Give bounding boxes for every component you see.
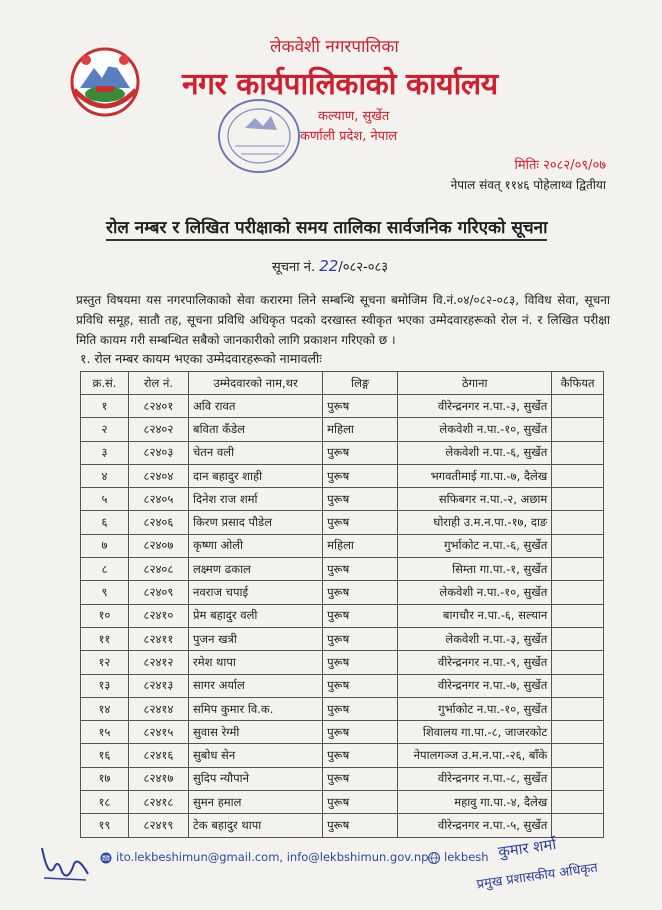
cell-gender: महिला: [323, 418, 398, 441]
cell-name: सुवास रेग्मी: [189, 721, 323, 744]
cell-address: वीरेन्द्रनगर न.पा.-७, सुर्खेत: [398, 674, 552, 697]
table-row: [81, 534, 604, 557]
globe-icon: [428, 852, 440, 864]
candidate-table: [80, 371, 604, 838]
cell-address: वीरेन्द्रनगर न.पा.-९, सुर्खेत: [398, 651, 552, 674]
table-row: [81, 721, 604, 744]
cell-gender: महिला: [323, 534, 398, 557]
cell-name: दिनेश राज शर्मा: [189, 488, 323, 511]
cell-gender: पुरूष: [323, 814, 398, 837]
table-row: [81, 488, 604, 511]
cell-gender: पुरूष: [323, 744, 398, 767]
cell-name: लक्ष्मण ढकाल: [189, 558, 323, 581]
cell-serial: ८: [81, 558, 129, 581]
cell-roll-no: ८२४१८: [128, 791, 188, 814]
cell-address: सिम्ता गा.पा.-१, सुर्खेत: [398, 558, 552, 581]
cell-name: किरण प्रसाद पौडेल: [189, 511, 323, 534]
cell-serial: १६: [81, 744, 129, 767]
cell-address: लेकवेशी न.पा.-१०, सुर्खेत: [398, 581, 552, 604]
cell-name: सागर अर्याल: [189, 674, 323, 697]
cell-remarks: [552, 464, 604, 487]
nepal-samvat-date: नेपाल संवत् ११४६ पोहेलाथ्व द्वितीया: [450, 178, 606, 192]
office-location: कल्याण, सुर्खेत: [318, 109, 390, 124]
cell-gender: पुरूष: [323, 767, 398, 790]
mail-icon: [100, 852, 112, 864]
table-row: [81, 604, 604, 627]
table-row: [81, 674, 604, 697]
cell-address: घोराही उ.म.न.पा.-१७, दाङ: [398, 511, 552, 534]
cell-serial: २: [81, 418, 129, 441]
cell-serial: ५: [81, 488, 129, 511]
cell-serial: १२: [81, 651, 129, 674]
cell-serial: ९: [81, 581, 129, 604]
col-name: उम्मेदवारको नाम,थर: [189, 372, 323, 395]
cell-remarks: [552, 674, 604, 697]
table-row: [81, 395, 604, 418]
cell-remarks: [552, 604, 604, 627]
col-gender: लिङ्ग: [323, 372, 398, 395]
cell-name: रमेश थापा: [189, 651, 323, 674]
cell-address: गुर्भाकोट न.पा.-६, सुर्खेत: [398, 534, 552, 557]
cell-address: लेकवेशी न.पा.-६, सुर्खेत: [398, 441, 552, 464]
cell-gender: पुरूष: [323, 511, 398, 534]
table-row: [81, 511, 604, 534]
cell-serial: १९: [81, 814, 129, 837]
office-province: कर्णाली प्रदेश, नेपाल: [300, 129, 398, 144]
cell-roll-no: ८२४१०: [128, 604, 188, 627]
cell-address: वीरेन्द्रनगर न.पा.-३, सुर्खेत: [398, 395, 552, 418]
cell-serial: १४: [81, 697, 129, 720]
cell-gender: पुरूष: [323, 488, 398, 511]
notice-number-suffix: /०८२-०८३: [338, 260, 388, 275]
cell-address: शिवालय गा.पा.-८, जाजरकोट: [398, 721, 552, 744]
issue-date-value: २०८२/०९/०७: [543, 158, 606, 173]
cell-remarks: [552, 488, 604, 511]
cell-name: पुजन खत्री: [189, 627, 323, 650]
cell-gender: पुरूष: [323, 395, 398, 418]
cell-name: टेक बहादुर थापा: [189, 814, 323, 837]
cell-remarks: [552, 791, 604, 814]
cell-roll-no: ८२४०६: [128, 511, 188, 534]
cell-serial: ४: [81, 464, 129, 487]
col-roll-no: रोल नं.: [128, 372, 188, 395]
notice-body: प्रस्तुत विषयमा यस नगरपालिकाको सेवा करारमा लिने सम्बन्धि सूचना बमोजिम वि.नं.०४/०८२-०८३, विविध सेवा, सूचना प्रविधि समूह, सातौ तह, सूचना प्रविधि अधिकृत पदको दरखास्त स्वीकृत भएका उम्मेदवारहरूको रोल नं. र लिखित परीक्षा मिति कायम गरी सम्बन्धित सबैको जानकारीको लागि प्रकाशन गरिएको छ ।: [76, 293, 610, 347]
cell-roll-no: ८२४०७: [128, 534, 188, 557]
cell-gender: पुरूष: [323, 441, 398, 464]
cell-remarks: [552, 558, 604, 581]
table-row: [81, 464, 604, 487]
cell-remarks: [552, 767, 604, 790]
cell-remarks: [552, 744, 604, 767]
cell-remarks: [552, 534, 604, 557]
table-row: [81, 627, 604, 650]
table-body: [81, 395, 604, 838]
cell-remarks: [552, 581, 604, 604]
cell-serial: १७: [81, 767, 129, 790]
cell-remarks: [552, 511, 604, 534]
cell-roll-no: ८२४०५: [128, 488, 188, 511]
cell-name: दान बहादुर शाही: [189, 464, 323, 487]
notice-number-label: सूचना नं.: [272, 260, 316, 275]
cell-address: गुर्भाकोट न.पा.-१०, सुर्खेत: [398, 697, 552, 720]
table-row: [81, 697, 604, 720]
cell-gender: पुरूष: [323, 464, 398, 487]
cell-name: नवराज चपाई: [189, 581, 323, 604]
table-row: [81, 558, 604, 581]
cell-gender: पुरूष: [323, 697, 398, 720]
col-remarks: कैफियत: [552, 372, 604, 395]
cell-gender: पुरूष: [323, 604, 398, 627]
cell-address: बागचौर न.पा.-६, सल्यान: [398, 604, 552, 627]
cell-roll-no: ८२४०३: [128, 441, 188, 464]
cell-roll-no: ८२४०४: [128, 464, 188, 487]
cell-name: बविता कँडेल: [189, 418, 323, 441]
footer-email[interactable]: ito.lekbeshimun@gmail.com, info@lekbshimun.gov.np: [116, 850, 429, 864]
signatory-name: कुमार शर्मा: [497, 835, 558, 861]
cell-address: वीरेन्द्रनगर न.पा.-५, सुर्खेत: [398, 814, 552, 837]
col-address: ठेगाना: [398, 372, 552, 395]
cell-remarks: [552, 697, 604, 720]
municipality-name: लेकवेशी नगरपालिका: [270, 37, 399, 57]
cell-gender: पुरूष: [323, 721, 398, 744]
cell-serial: १८: [81, 791, 129, 814]
cell-remarks: [552, 395, 604, 418]
cell-roll-no: ८२४११: [128, 627, 188, 650]
cell-address: लेकवेशी न.पा.-३, सुर्खेत: [398, 627, 552, 650]
col-serial: क्र.सं.: [81, 372, 129, 395]
cell-serial: १: [81, 395, 129, 418]
table-row: [81, 418, 604, 441]
footer-website[interactable]: lekbesh: [444, 850, 489, 864]
cell-remarks: [552, 721, 604, 744]
cell-gender: पुरूष: [323, 581, 398, 604]
cell-serial: १०: [81, 604, 129, 627]
table-row: [81, 791, 604, 814]
table-header-row: [81, 372, 604, 395]
notice-number-handwritten: 22: [319, 257, 339, 275]
cell-remarks: [552, 651, 604, 674]
cell-name: कृष्णा ओली: [189, 534, 323, 557]
handwritten-signature: [38, 838, 92, 886]
table-row: [81, 744, 604, 767]
cell-address: सफिबगर न.पा.-२, अछाम: [398, 488, 552, 511]
cell-roll-no: ८२४०१: [128, 395, 188, 418]
cell-roll-no: ८२४१५: [128, 721, 188, 744]
issue-date-label: मितिः: [514, 158, 540, 173]
cell-name: अवि रावत: [189, 395, 323, 418]
cell-roll-no: ८२४०८: [128, 558, 188, 581]
cell-gender: पुरूष: [323, 651, 398, 674]
cell-address: लेकवेशी न.पा.-१०, सुर्खेत: [398, 418, 552, 441]
cell-roll-no: ८२४१७: [128, 767, 188, 790]
cell-name: समिप कुमार वि.क.: [189, 697, 323, 720]
cell-serial: १५: [81, 721, 129, 744]
cell-gender: पुरूष: [323, 558, 398, 581]
table-row: [81, 441, 604, 464]
cell-remarks: [552, 627, 604, 650]
section-heading: १. रोल नम्बर कायम भएका उम्मेदवारहरूको नामावलीः: [80, 351, 322, 366]
cell-remarks: [552, 441, 604, 464]
notice-title: रोल नम्बर र लिखित परीक्षाको समय तालिका सार्वजनिक गरिएको सूचना: [106, 215, 547, 241]
cell-roll-no: ८२४१३: [128, 674, 188, 697]
cell-name: प्रेम बहादुर वली: [189, 604, 323, 627]
cell-serial: ७: [81, 534, 129, 557]
cell-name: सुबोध सेन: [189, 744, 323, 767]
cell-name: सुमन हमाल: [189, 791, 323, 814]
cell-serial: ६: [81, 511, 129, 534]
nepal-emblem-icon: [66, 42, 144, 120]
cell-remarks: [552, 814, 604, 837]
table-row: [81, 651, 604, 674]
cell-serial: ३: [81, 441, 129, 464]
table-row: [81, 767, 604, 790]
cell-address: भगवतीमाई गा.पा.-७, दैलेख: [398, 464, 552, 487]
signatory-title: प्रमुख प्रशासकीय अधिकृत: [475, 860, 599, 893]
cell-name: सुदिप न्यौपाने: [189, 767, 323, 790]
cell-address: वीरेन्द्रनगर न.पा.-८, सुर्खेत: [398, 767, 552, 790]
cell-gender: पुरूष: [323, 674, 398, 697]
notice-number: [272, 257, 388, 275]
cell-roll-no: ८२४१९: [128, 814, 188, 837]
cell-roll-no: ८२४०२: [128, 418, 188, 441]
cell-address: नेपालगञ्ज उ.म.न.पा.-२६, बाँके: [398, 744, 552, 767]
cell-name: चेतन वली: [189, 441, 323, 464]
office-stamp: [205, 88, 317, 188]
cell-roll-no: ८२४०९: [128, 581, 188, 604]
cell-serial: १३: [81, 674, 129, 697]
cell-address: महावु गा.पा.-४, दैलेख: [398, 791, 552, 814]
cell-roll-no: ८२४१६: [128, 744, 188, 767]
cell-roll-no: ८२४१४: [128, 697, 188, 720]
cell-roll-no: ८२४१२: [128, 651, 188, 674]
table-row: [81, 581, 604, 604]
cell-remarks: [552, 418, 604, 441]
cell-serial: ११: [81, 627, 129, 650]
cell-gender: पुरूष: [323, 791, 398, 814]
cell-gender: पुरूष: [323, 627, 398, 650]
table-row: [81, 814, 604, 837]
issue-date: [514, 155, 606, 173]
office-name: नगर कार्यपालिकाको कार्यालय: [182, 67, 498, 102]
